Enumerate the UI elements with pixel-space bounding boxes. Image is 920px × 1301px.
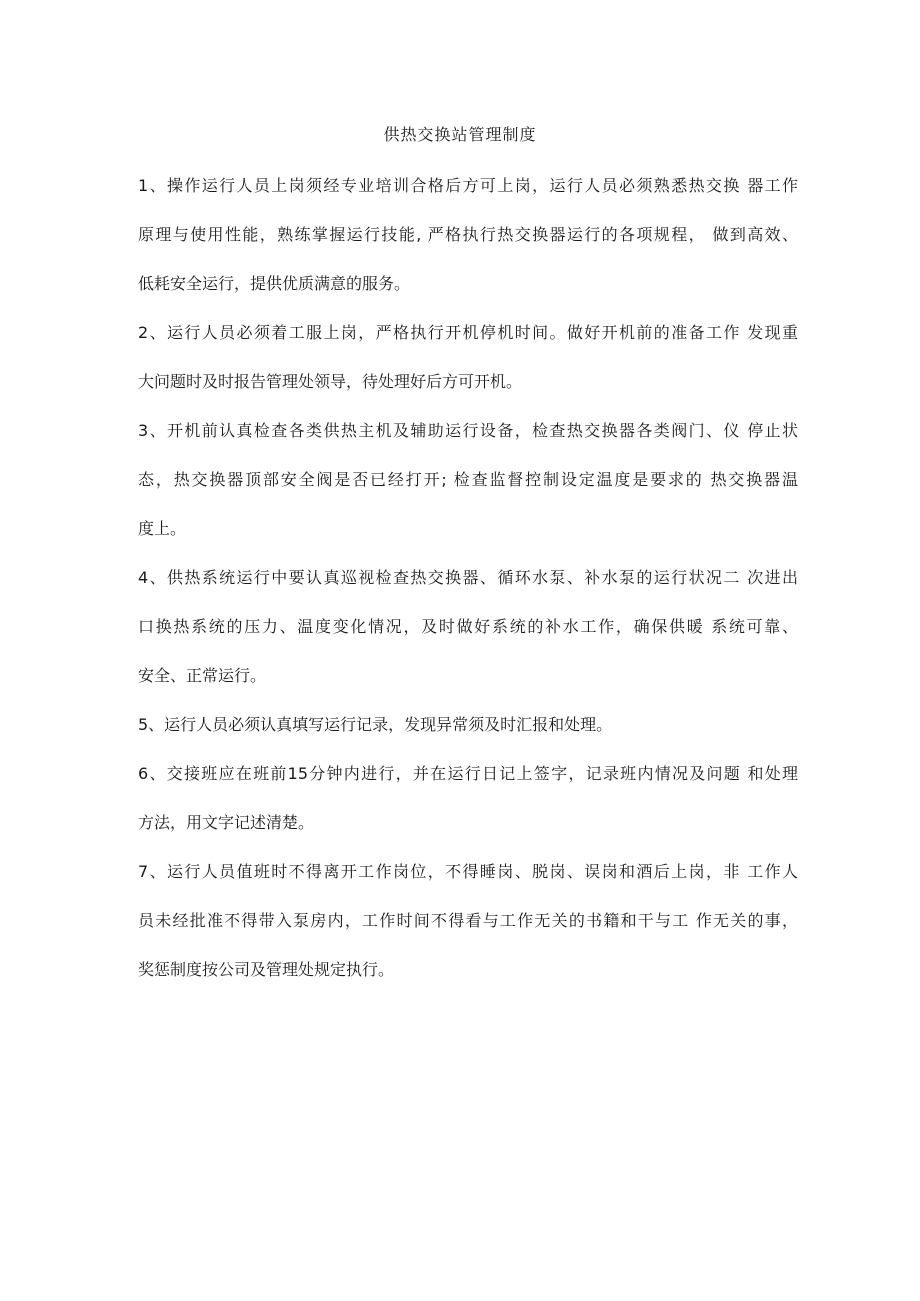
- regulation-line: 5、运行人员必须认真填写运行记录，发现异常须及时汇报和处理。: [138, 715, 613, 734]
- regulation-item-1: [138, 166, 798, 313]
- regulation-line: 方法，用文字记述清楚。: [138, 813, 315, 832]
- regulation-item-6: [138, 754, 798, 852]
- regulation-item-3: [138, 411, 798, 558]
- regulation-line: 4、供热系统运行中要认真巡视检查热交换器、循环水泵、补水泵的运行状况二 次进出: [138, 568, 798, 587]
- regulation-item-4: [138, 558, 798, 705]
- regulation-line: 2、运行人员必须着工服上岗，严格执行开机停机时间。做好开机前的准备工作 发现重: [138, 323, 798, 342]
- regulation-line: 6、交接班应在班前15分钟内进行，并在运行日记上签字，记录班内情况及问题 和处理: [138, 764, 798, 783]
- regulation-line: 奖惩制度按公司及管理处规定执行。: [138, 960, 395, 979]
- regulation-line: 员未经批准不得带入泵房内，工作时间不得看与工作无关的书籍和干与工 作无关的事，: [138, 911, 798, 930]
- regulation-line: 度上。: [138, 519, 187, 538]
- regulation-line: 7、运行人员值班时不得离开工作岗位，不得睡岗、脱岗、误岗和酒后上岗，非 工作人: [138, 862, 798, 881]
- regulation-item-2: [138, 313, 798, 411]
- regulation-line: 口换热系统的压力、温度变化情况，及时做好系统的补水工作，确保供暖 系统可靠、: [138, 617, 798, 636]
- regulation-list: [138, 166, 798, 999]
- regulation-line: 低耗安全运行，提供优质满意的服务。: [138, 274, 411, 293]
- regulation-line: 1、操作运行人员上岗须经专业培训合格后方可上岗，运行人员必须熟悉热交换 器工作: [138, 176, 798, 195]
- document-title: 供热交换站管理制度: [383, 125, 537, 144]
- regulation-line: 3、开机前认真检查各类供热主机及辅助运行设备，检查热交换器各类阀门、仪 停止状: [138, 421, 798, 440]
- regulation-line: 安全、正常运行。: [138, 666, 267, 685]
- regulation-item-7: [138, 852, 798, 999]
- regulation-line: 态，热交换器顶部安全阀是否已经打开; 检查监督控制设定温度是要求的 热交换器温: [138, 470, 798, 489]
- regulation-line: 原理与使用性能，熟练掌握运行技能, 严格执行热交换器运行的各项规程， 做到高效、: [138, 225, 798, 244]
- regulation-line: 大问题时及时报告管理处领导，待处理好后方可开机。: [138, 372, 523, 391]
- regulation-item-5: [138, 705, 798, 754]
